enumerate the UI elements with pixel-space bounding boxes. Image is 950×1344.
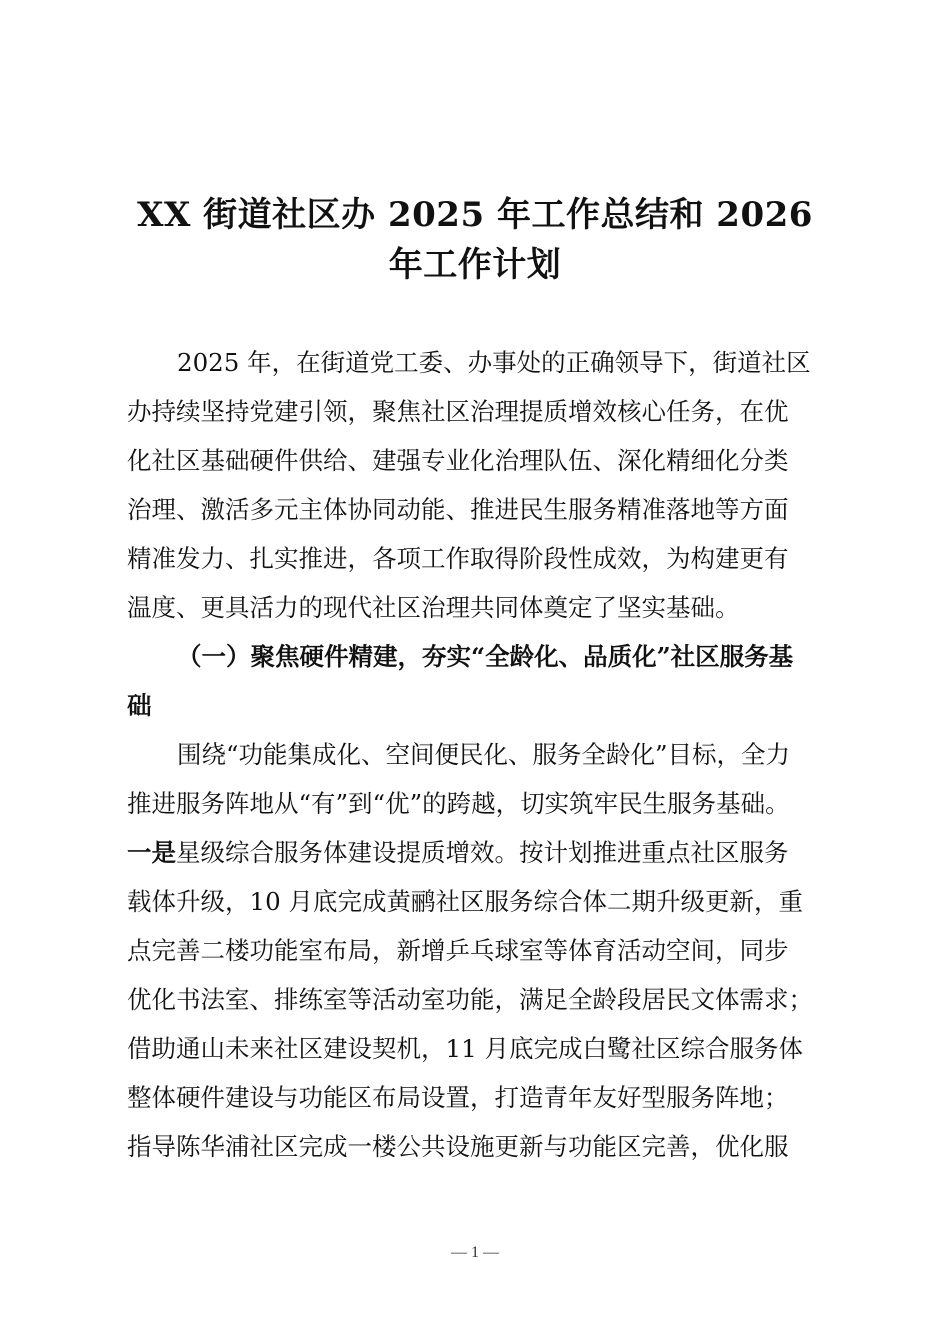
body-paragraph-line: 点完善二楼功能室布局，新增乒乓球室等体育活动空间，同步: [127, 936, 789, 965]
body-paragraph-line: 温度、更具活力的现代社区治理共同体奠定了坚实基础。: [127, 593, 740, 622]
body-paragraph-line: [127, 828, 827, 877]
body-paragraph-line: 指导陈华浦社区完成一楼公共设施更新与功能区完善，优化服: [127, 1132, 789, 1161]
section-heading-line-2: 础: [127, 691, 152, 720]
document-title-line-1: XX 街道社区办 2025 年工作总结和 2026: [137, 195, 813, 235]
item-lead-text: 星级综合服务体建设提质增效。按计划推进重点社区服务: [176, 838, 789, 867]
body-paragraph-line: 推进服务阵地从“有”到“优”的跨越，切实筑牢民生服务基础。: [127, 789, 790, 818]
document-body: [127, 338, 827, 1171]
item-lead-bold: 一是: [127, 838, 176, 867]
body-paragraph-line: 办持续坚持党建引领，聚焦社区治理提质增效核心任务，在优: [127, 397, 789, 426]
body-paragraph-line: 整体硬件建设与功能区布局设置，打造青年友好型服务阵地；: [127, 1083, 789, 1112]
body-paragraph-line: 借助通山未来社区建设契机，11 月底完成白鹭社区综合服务体: [127, 1034, 803, 1063]
body-paragraph-line: 治理、激活多元主体协同动能、推进民生服务精准落地等方面: [127, 495, 789, 524]
page-number: — 1 —: [451, 1244, 499, 1261]
body-paragraph-line: 围绕“功能集成化、空间便民化、服务全龄化”目标，全力: [177, 740, 791, 769]
body-paragraph-line: 精准发力、扎实推进，各项工作取得阶段性成效，为构建更有: [127, 544, 789, 573]
body-paragraph-line: 载体升级，10 月底完成黄鹂社区服务综合体二期升级更新，重: [127, 887, 803, 916]
body-paragraph-line: 2025 年，在街道党工委、办事处的正确领导下，街道社区: [177, 348, 811, 377]
body-paragraph-line: 优化书法室、排练室等活动室功能，满足全龄段居民文体需求；: [127, 985, 813, 1014]
document-title-line-2: 年工作计划: [388, 245, 562, 285]
section-heading-line-1: （一）聚焦硬件精建，夯实“全龄化、品质化”社区服务基: [177, 642, 794, 671]
body-paragraph-line: 化社区基础硬件供给、建强专业化治理队伍、深化精细化分类: [127, 446, 789, 475]
